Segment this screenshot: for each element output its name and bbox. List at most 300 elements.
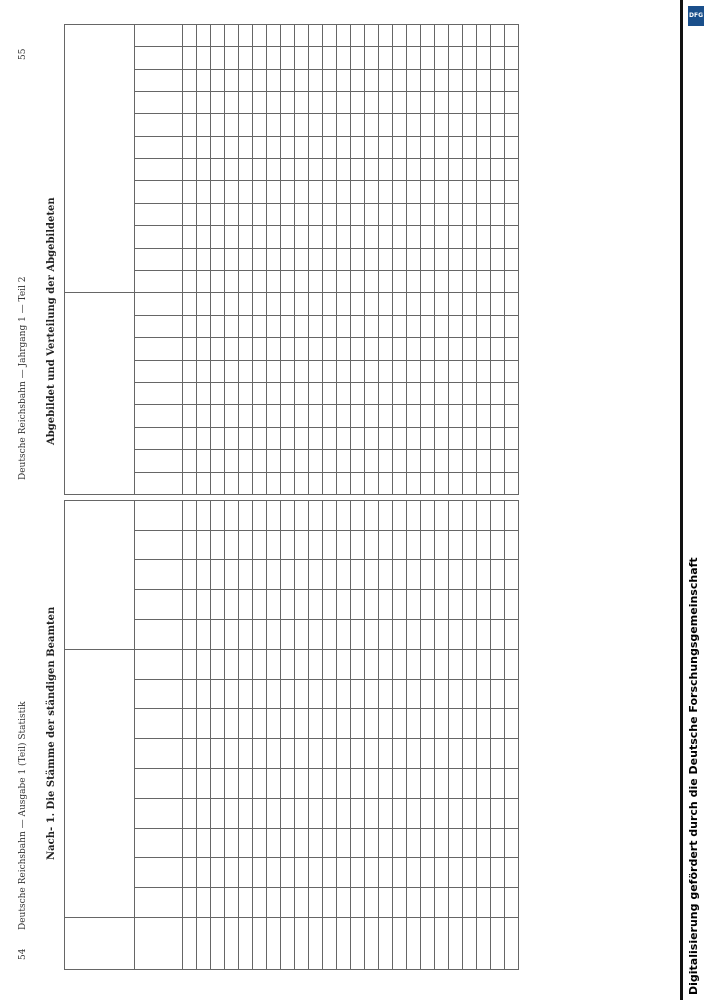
left-table-cell [435,769,449,799]
left-table-cell [225,679,239,709]
right-table-cell [477,450,491,472]
right-table-cell [463,315,477,337]
left-table-cell [309,709,323,739]
right-table-cell [337,383,351,405]
left-table-cell [421,888,435,918]
left-table-cell [239,649,253,679]
left-table-cell [253,619,267,649]
left-table-cell [449,560,463,590]
left-table-cell [449,769,463,799]
right-table-cell [337,114,351,136]
right-table-cell [323,226,337,248]
left-table-cell [491,798,505,828]
left-table-cell [379,590,393,620]
right-table-cell [197,315,211,337]
left-table-cell [491,709,505,739]
left-table-cell [197,888,211,918]
left-table-cell [295,619,309,649]
right-table-row [211,24,225,494]
right-col-header [135,181,183,203]
right-table-cell [337,47,351,69]
left-table-cell [239,739,253,769]
left-table-cell [337,619,351,649]
left-table-cell [295,530,309,560]
right-table-cell [309,69,323,91]
right-table-cell [505,181,519,203]
left-table-cell [365,530,379,560]
left-table-cell [407,709,421,739]
left-table-cell [379,858,393,888]
right-table-cell [239,383,253,405]
right-table-cell [491,203,505,225]
right-table-cell [309,472,323,494]
right-table-cell [463,360,477,382]
left-table-cell [211,709,225,739]
right-table-cell [505,226,519,248]
right-table-row [351,24,365,494]
right-table-cell [253,450,267,472]
right-table-cell [211,360,225,382]
left-table-cell [379,828,393,858]
left-table-cell [449,858,463,888]
right-table-cell [337,24,351,46]
right-table-cell [183,293,197,315]
right-table-cell [239,472,253,494]
right-table-cell [281,203,295,225]
right-table-cell [239,248,253,270]
right-table-cell [351,159,365,181]
left-table-row [239,500,253,969]
right-table-cell [393,383,407,405]
right-table-cell [211,293,225,315]
right-table-cell [253,203,267,225]
left-table-cell [463,530,477,560]
left-table-cell [281,709,295,739]
left-table-cell [435,590,449,620]
right-col-header [135,293,183,315]
right-table-cell [197,293,211,315]
left-table-cell [351,590,365,620]
left-table-cell [281,530,295,560]
right-table-cell [337,136,351,158]
right-table-cell [435,472,449,494]
right-table-cell [337,159,351,181]
right-table-cell [393,24,407,46]
running-head-left: Deutsche Reichsbahn — Ausgabe 1 (Teil) Statistik [18,701,28,930]
right-table-cell [351,315,365,337]
left-table-cell [239,500,253,530]
right-table-cell [239,203,253,225]
left-table-cell [281,828,295,858]
right-table-cell [197,271,211,293]
left-table-row [267,500,281,969]
right-table-cell [309,91,323,113]
left-table-cell [351,649,365,679]
right-table-cell [295,136,309,158]
right-table-cell [309,383,323,405]
left-table-cell [463,888,477,918]
right-table-cell [365,69,379,91]
right-table-cell [463,405,477,427]
left-table-cell [197,828,211,858]
left-table-cell [393,530,407,560]
right-table-cell [239,360,253,382]
right-table-cell [449,47,463,69]
right-table-cell [197,405,211,427]
left-table-cell [225,828,239,858]
left-table-cell [183,888,197,918]
right-table-cell [505,383,519,405]
left-table-cell [267,560,281,590]
right-table-cell [253,427,267,449]
right-table-cell [253,114,267,136]
left-row-label [393,918,407,970]
right-table-cell [435,405,449,427]
right-table-cell [225,159,239,181]
right-table-row [281,24,295,494]
right-table-cell [253,315,267,337]
right-table-cell [225,181,239,203]
right-table-cell [309,159,323,181]
right-table-cell [505,24,519,46]
right-table-row [407,24,421,494]
right-col-header [135,47,183,69]
left-table-cell [351,828,365,858]
right-table-cell [421,405,435,427]
left-table-cell [253,500,267,530]
right-table-cell [393,159,407,181]
right-table-cell [281,69,295,91]
left-table-cell [253,739,267,769]
right-table-cell [505,405,519,427]
left-table-cell [407,679,421,709]
right-table-cell [295,203,309,225]
left-table-cell [505,709,519,739]
right-table-cell [393,248,407,270]
right-table-cell [295,248,309,270]
right-table-cell [393,450,407,472]
right-table-cell [323,47,337,69]
left-table-cell [365,590,379,620]
right-table-cell [393,181,407,203]
right-table-cell [281,427,295,449]
right-table-cell [239,69,253,91]
left-table-cell [183,709,197,739]
right-table-cell [477,271,491,293]
right-table-cell [407,91,421,113]
right-table-cell [323,383,337,405]
left-table-cell [337,739,351,769]
right-table-cell [239,136,253,158]
right-table-cell [211,181,225,203]
left-table-cell [267,888,281,918]
left-table-cell [239,798,253,828]
right-table-cell [183,203,197,225]
right-table-cell [477,114,491,136]
right-table-cell [197,47,211,69]
left-table-cell [239,590,253,620]
left-table-cell [267,858,281,888]
left-table-row [281,500,295,969]
right-table-cell [183,271,197,293]
right-table-cell [463,203,477,225]
left-row-label [225,918,239,970]
left-table-cell [491,649,505,679]
left-table-cell [449,590,463,620]
left-table-cell [365,769,379,799]
right-table-cell [225,24,239,46]
right-table-cell [477,181,491,203]
right-table-cell [253,271,267,293]
right-table-cell [421,472,435,494]
left-table-cell [491,619,505,649]
right-table-cell [323,271,337,293]
left-table-cell [323,500,337,530]
left-table-cell [267,769,281,799]
left-table-cell [351,769,365,799]
left-table-cell [183,619,197,649]
left-table-cell [407,560,421,590]
left-table-cell [225,560,239,590]
left-table-cell [393,500,407,530]
left-row-label [407,918,421,970]
left-table-cell [211,858,225,888]
right-table-cell [463,181,477,203]
right-table-cell [477,248,491,270]
right-table-cell [183,405,197,427]
right-table-cell [435,360,449,382]
left-table-cell [183,590,197,620]
left-table-cell [281,739,295,769]
right-table-cell [309,271,323,293]
right-table-cell [491,405,505,427]
left-table-cell [281,649,295,679]
left-table-cell [239,769,253,799]
right-table-cell [351,427,365,449]
right-table-cell [463,24,477,46]
left-table-cell [267,679,281,709]
right-table-cell [449,271,463,293]
right-table-cell [323,472,337,494]
left-table-cell [337,530,351,560]
right-table-cell [239,315,253,337]
left-group-header-1 [65,649,135,917]
right-table-cell [225,91,239,113]
right-table-cell [505,47,519,69]
left-table-cell [309,560,323,590]
left-table-cell [421,649,435,679]
left-table-cell [253,858,267,888]
right-table-cell [435,338,449,360]
right-table-cell [323,405,337,427]
left-table-cell [393,679,407,709]
right-table-cell [197,91,211,113]
left-table-row [477,500,491,969]
left-table-cell [295,888,309,918]
right-table-cell [211,91,225,113]
right-table-cell [421,248,435,270]
dfg-logo-icon: DFG [688,6,704,26]
right-table-cell [211,226,225,248]
left-table-cell [323,679,337,709]
left-table-cell [211,798,225,828]
left-table-cell [477,888,491,918]
left-table-cell [351,679,365,709]
left-table-row [379,500,393,969]
left-table-cell [463,858,477,888]
right-table-cell [253,293,267,315]
right-table-cell [337,69,351,91]
left-row-label [435,918,449,970]
right-table-cell [421,293,435,315]
right-table-cell [449,226,463,248]
left-table-cell [351,560,365,590]
right-table-cell [351,47,365,69]
right-table-cell [379,203,393,225]
right-table-cell [421,181,435,203]
right-table-cell [239,91,253,113]
left-table-cell [225,858,239,888]
right-table-cell [505,338,519,360]
right-table-cell [449,114,463,136]
left-table-cell [295,709,309,739]
left-table-cell [183,769,197,799]
right-table-cell [309,24,323,46]
right-table-cell [379,47,393,69]
right-table-cell [183,360,197,382]
left-table-cell [211,649,225,679]
left-table-cell [435,530,449,560]
left-row-label [183,918,197,970]
right-table-cell [365,136,379,158]
left-table-cell [295,858,309,888]
right-table-cell [225,315,239,337]
left-table-cell [309,530,323,560]
right-table-cell [323,427,337,449]
left-table-cell [449,500,463,530]
right-table-cell [323,24,337,46]
left-table-cell [505,619,519,649]
right-table-cell [365,383,379,405]
right-table-cell [435,293,449,315]
right-table-cell [393,427,407,449]
left-table-cell [197,679,211,709]
left-table-cell [309,828,323,858]
right-table-row [253,24,267,494]
left-row-label [365,918,379,970]
left-table-cell [239,858,253,888]
right-table-cell [379,293,393,315]
right-table-cell [197,114,211,136]
left-table-cell [267,530,281,560]
left-table-cell [421,619,435,649]
left-table-cell [183,739,197,769]
right-table-cell [477,383,491,405]
left-table-cell [491,858,505,888]
left-table-cell [379,888,393,918]
right-table-cell [225,203,239,225]
right-table-cell [393,315,407,337]
left-row-label [421,918,435,970]
left-table-cell [323,769,337,799]
right-table-cell [253,24,267,46]
right-table-cell [351,405,365,427]
left-row-label [491,918,505,970]
left-table-cell [253,590,267,620]
left-table-cell [225,530,239,560]
left-table-cell [379,709,393,739]
right-table-cell [337,427,351,449]
right-table-cell [253,338,267,360]
right-table-cell [225,360,239,382]
right-table-cell [267,91,281,113]
left-table-cell [477,769,491,799]
right-table-cell [337,360,351,382]
left-table-cell [323,649,337,679]
left-table-cell [337,560,351,590]
right-table-cell [379,181,393,203]
left-table-cell [505,560,519,590]
left-col-header [135,888,183,918]
right-table-cell [477,136,491,158]
left-table-cell [477,590,491,620]
right-table-cell [267,47,281,69]
right-table-cell [295,472,309,494]
right-table-cell [267,338,281,360]
left-table-cell [239,828,253,858]
left-table-cell [295,560,309,590]
right-table-cell [393,203,407,225]
right-table-cell [505,360,519,382]
left-table-cell [449,739,463,769]
right-table-cell [309,450,323,472]
right-table-cell [351,24,365,46]
left-table-cell [421,828,435,858]
right-table-cell [421,69,435,91]
right-table-cell [225,136,239,158]
left-row-label [281,918,295,970]
right-table-cell [505,248,519,270]
left-table-cell [365,828,379,858]
left-table-cell [477,530,491,560]
right-table-cell [309,293,323,315]
left-table-cell [463,798,477,828]
right-table-cell [239,450,253,472]
right-table-cell [449,338,463,360]
right-table-cell [225,405,239,427]
left-table-cell [365,709,379,739]
right-table-cell [267,450,281,472]
right-col-header [135,136,183,158]
right-table-cell [295,181,309,203]
left-table-cell [323,888,337,918]
right-table-cell [183,450,197,472]
left-table-cell [505,858,519,888]
right-table-cell [365,271,379,293]
right-table-cell [351,136,365,158]
right-table-cell [337,226,351,248]
left-table-cell [407,798,421,828]
left-table-cell [253,888,267,918]
right-table-cell [491,24,505,46]
left-table-cell [309,798,323,828]
right-table-cell [281,114,295,136]
left-table-cell [337,888,351,918]
right-table-cell [309,405,323,427]
left-table-cell [407,530,421,560]
left-table-cell [337,798,351,828]
left-table-cell [379,619,393,649]
